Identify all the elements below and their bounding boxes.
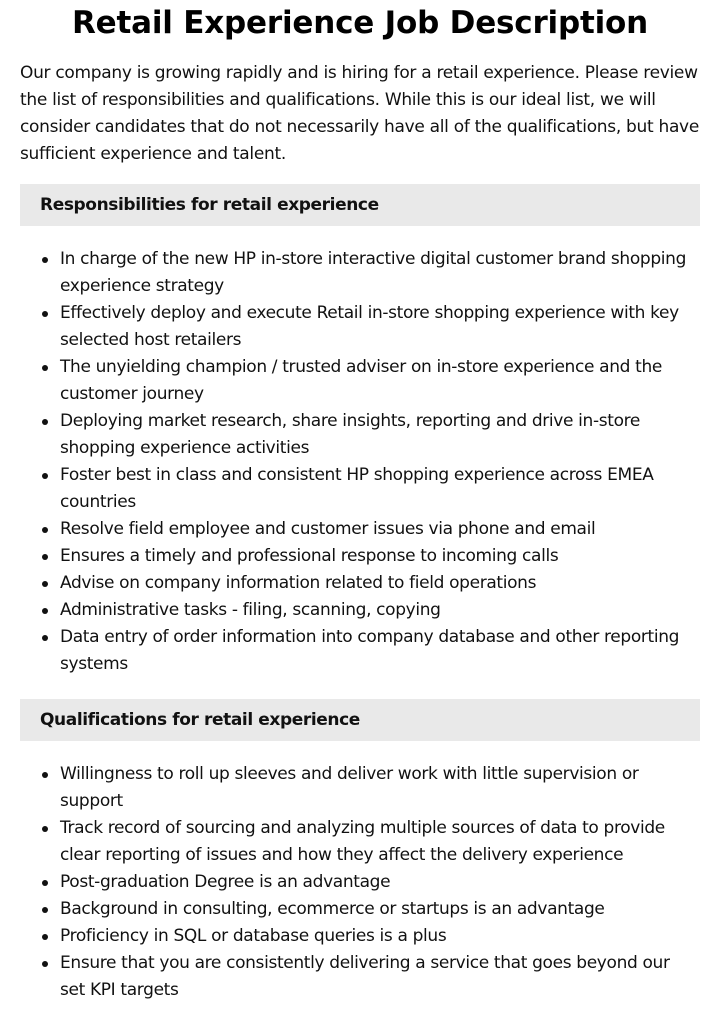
list-item: Background in consulting, ecommerce or startups is an advantage [60,896,700,923]
list-item: Proficiency in SQL or database queries is a plus [60,923,700,950]
list-item: The unyielding champion / trusted adviser on in-store experience and the customer journey [60,354,700,408]
list-item: In charge of the new HP in-store interactive digital customer brand shopping experience strategy [60,246,700,300]
responsibilities-list [20,246,700,678]
list-item: Data entry of order information into company database and other reporting systems [60,624,700,678]
list-item: Foster best in class and consistent HP shopping experience across EMEA countries [60,462,700,516]
list-item: Administrative tasks - filing, scanning, copying [60,597,700,624]
list-item: Post-graduation Degree is an advantage [60,869,700,896]
list-item: Effectively deploy and execute Retail in-store shopping experience with key selected host retailers [60,300,700,354]
qualifications-list [20,761,700,1004]
list-item: Ensure that you are consistently delivering a service that goes beyond our set KPI targets [60,950,700,1004]
list-item: Track record of sourcing and analyzing multiple sources of data to provide clear reporting of issues and how they affect the delivery experience [60,815,700,869]
list-item: Deploying market research, share insights, reporting and drive in-store shopping experience activities [60,408,700,462]
list-item: Willingness to roll up sleeves and deliver work with little supervision or support [60,761,700,815]
intro-paragraph: Our company is growing rapidly and is hiring for a retail experience. Please review the list of responsibilities and qualifications. While this is our ideal list, we will consider candidates that do not necessarily have all of the qualifications, but have sufficient experience and talent. [20,63,699,164]
page-title: Retail Experience Job Description [72,5,648,41]
responsibilities-heading: Responsibilities for retail experience [20,184,700,226]
list-item: Resolve field employee and customer issues via phone and email [60,516,700,543]
qualifications-heading: Qualifications for retail experience [20,699,700,741]
list-item: Advise on company information related to field operations [60,570,700,597]
list-item: Ensures a timely and professional response to incoming calls [60,543,700,570]
